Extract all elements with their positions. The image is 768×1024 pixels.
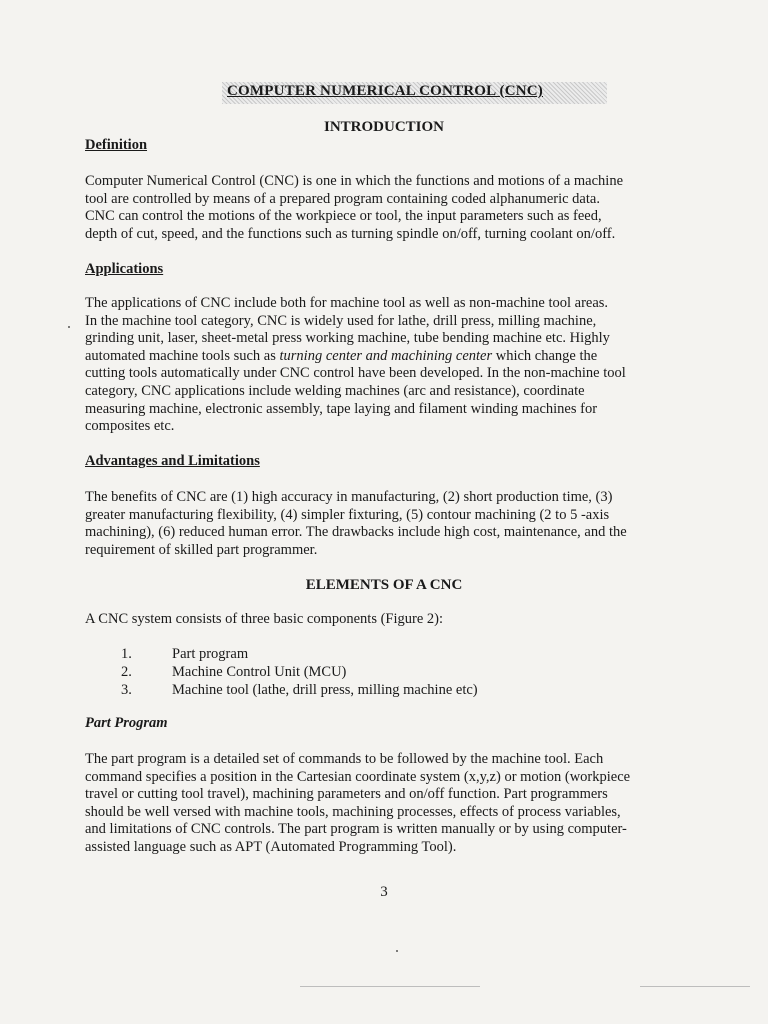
paragraph-line: measuring machine, electronic assembly, tape laying and filament winding machines for — [85, 400, 598, 417]
paragraph-line: grinding unit, laser, sheet-metal press working machine, tube bending machine etc. Highly — [85, 330, 610, 347]
page-number: 3 — [380, 884, 388, 900]
paragraph-line: category, CNC applications include welding machines (arc and resistance), coordinate — [85, 382, 585, 399]
list-item — [121, 645, 478, 663]
paragraph-line: and limitations of CNC controls. The part program is written manually or by using computer- — [85, 821, 627, 838]
list-item — [121, 663, 478, 681]
paragraph-line: automated machine tools such as turning center and machining center which change the — [85, 347, 598, 364]
paragraph-line: assisted language such as APT (Automated Programming Tool). — [85, 838, 457, 855]
paragraph-line: The applications of CNC include both for machine tool as well as non-machine tool areas. — [85, 295, 609, 311]
paragraph-line: requirement of skilled part programmer. — [85, 541, 318, 558]
applications-paragraph — [85, 295, 685, 436]
scan-artifact — [640, 986, 750, 987]
applications-heading: Applications — [85, 261, 164, 277]
introduction-heading: INTRODUCTION — [323, 119, 444, 135]
paragraph-line: In the machine tool category, CNC is widely used for lathe, drill press, milling machine, — [85, 312, 597, 329]
part-program-paragraph — [85, 751, 685, 857]
list-text: Machine tool (lathe, drill press, milling machine etc) — [172, 682, 478, 698]
scan-speck — [396, 950, 398, 952]
paragraph-line: greater manufacturing flexibility, (4) simpler fixturing, (5) contour machining (2 to 5 -axis — [85, 506, 610, 523]
advantages-heading: Advantages and Limitations — [85, 453, 260, 469]
document-title: COMPUTER NUMERICAL CONTROL (CNC) — [227, 83, 543, 99]
paragraph-line: tool are controlled by means of a prepared program containing coded alphanumeric data. — [85, 190, 600, 207]
list-number: 1. — [121, 646, 132, 662]
definition-heading: Definition — [85, 137, 148, 153]
paragraph-line: machining), (6) reduced human error. The drawbacks include high cost, maintenance, and the — [85, 524, 627, 541]
list-item — [121, 681, 478, 699]
list-text: Part program — [172, 646, 249, 662]
part-program-heading: Part Program — [85, 715, 168, 731]
paragraph-line: depth of cut, speed, and the functions such as turning spindle on/off, turning coolant on/off. — [85, 225, 616, 242]
paragraph-line: A CNC system consists of three basic components (Figure 2): — [85, 611, 444, 627]
paragraph-line: travel or cutting tool travel), machining parameters and on/off function. Part programmers — [85, 786, 608, 803]
scan-artifact — [300, 986, 480, 987]
paragraph-line: CNC can control the motions of the workpiece or tool, the input parameters such as feed, — [85, 208, 602, 225]
paragraph-line: The benefits of CNC are (1) high accuracy in manufacturing, (2) short production time, (3) — [85, 489, 613, 505]
paragraph-line: command specifies a position in the Cartesian coordinate system (x,y,z) or motion (workpiece — [85, 768, 631, 785]
paragraph-line: should be well versed with machine tools, machining processes, effects of process variables, — [85, 803, 621, 820]
scan-speck — [68, 326, 70, 328]
paragraph-line: composites etc. — [85, 418, 175, 435]
definition-paragraph — [85, 173, 685, 243]
paragraph-line: Computer Numerical Control (CNC) is one in which the functions and motions of a machine — [85, 173, 624, 189]
advantages-paragraph — [85, 489, 685, 559]
elements-intro — [85, 611, 685, 629]
elements-heading: ELEMENTS OF A CNC — [305, 577, 463, 593]
italic-phrase: turning center and machining center — [279, 347, 493, 364]
paragraph-line: The part program is a detailed set of commands to be followed by the machine tool. Each — [85, 751, 604, 767]
list-number: 3. — [121, 682, 132, 698]
components-list — [121, 645, 478, 699]
list-number: 2. — [121, 664, 132, 680]
paragraph-line: cutting tools automatically under CNC control have been developed. In the non-machine tool — [85, 365, 626, 382]
list-text: Machine Control Unit (MCU) — [172, 664, 347, 680]
